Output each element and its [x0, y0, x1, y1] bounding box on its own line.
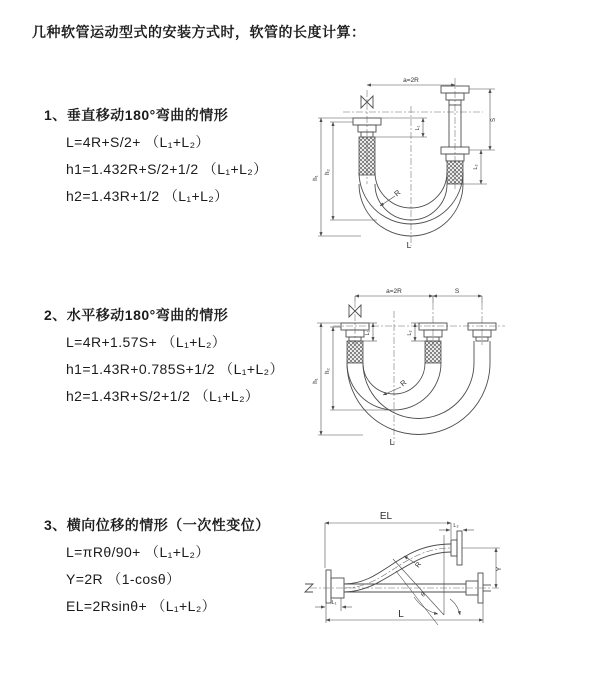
formula-line: L=4R+1.57S+ （L₁+L₂）: [66, 334, 227, 350]
hose-arcs: [347, 363, 490, 435]
section-3-heading: 3、横向位移的情形（一次性变位）: [44, 517, 270, 533]
dim-label-h1: h₁: [313, 175, 319, 181]
formula-line: h2=1.43R+S/2+1/2 （L₁+L₂）: [66, 388, 260, 404]
formula-line: L=πRθ/90+ （L₁+L₂）: [66, 544, 210, 560]
braided-hose-left: [347, 341, 363, 363]
dim-label-l2: L₂: [407, 330, 413, 336]
diagram-vertical-bend: [305, 72, 595, 257]
dim-label-l1: L₁: [365, 330, 371, 336]
dim-label-el: EL: [379, 511, 393, 522]
displaced-hose: [344, 544, 451, 592]
section-1-heading: 1、垂直移动180°弯曲的情形: [44, 107, 229, 123]
dimension-lines: [318, 85, 495, 236]
page-title: 几种软管运动型式的安装方式时，软管的长度计算：: [32, 24, 366, 40]
formula-line: L=4R+S/2+ （L₁+L₂）: [66, 134, 210, 150]
section-lateral-displacement: [44, 516, 270, 615]
braided-hose-right: [447, 161, 463, 184]
formula-line: h1=1.43R+0.785S+1/2 （L₁+L₂）: [66, 361, 284, 377]
formula-line: h2=1.43R+1/2 （L₁+L₂）: [66, 188, 229, 204]
dim-label-width: a=2R: [386, 288, 402, 295]
dim-label-l1: L₁: [331, 600, 337, 606]
section-2-heading: 2、水平移动180°弯曲的情形: [44, 307, 229, 323]
formula-line: EL=2Rsinθ+ （L₁+L₂）: [66, 598, 217, 614]
formula-line: h1=1.432R+S/2+1/2 （L₁+L₂）: [66, 161, 268, 177]
dimension-lines: [317, 296, 482, 435]
braided-hose-middle: [425, 341, 441, 363]
length-label: L: [406, 240, 412, 250]
dim-label-h2: h₂: [325, 169, 331, 175]
section-horizontal-bend: [44, 306, 284, 405]
angle-label: θ: [420, 591, 427, 599]
braided-hose-left: [359, 137, 375, 175]
diagram-lateral-displacement: [298, 503, 600, 653]
dim-label-l2: L₂: [453, 523, 459, 529]
top-flange-displaced: [451, 531, 462, 565]
radius-label: R: [392, 187, 403, 199]
radius-label: R: [414, 561, 424, 570]
dim-label-h1: h₁: [313, 378, 319, 384]
formula-line: Y=2R （1-cosθ）: [66, 571, 181, 587]
dimension-lines: [315, 523, 500, 623]
diagram-horizontal-bend: [305, 283, 595, 453]
radius-label: R: [398, 377, 409, 389]
length-label: L: [389, 437, 395, 447]
dim-label-s: S: [491, 117, 497, 123]
length-label: L: [398, 609, 404, 620]
dim-label-y: Y: [496, 566, 503, 572]
centerlines: [310, 548, 500, 588]
dim-label-h2: h₂: [325, 368, 331, 374]
section-vertical-bend: [44, 106, 268, 205]
dim-label-l2: L₂: [473, 164, 479, 170]
dim-label-s: S: [454, 288, 460, 295]
dim-label-width: a=2R: [403, 77, 419, 84]
dim-label-l1: L₁: [415, 125, 421, 131]
